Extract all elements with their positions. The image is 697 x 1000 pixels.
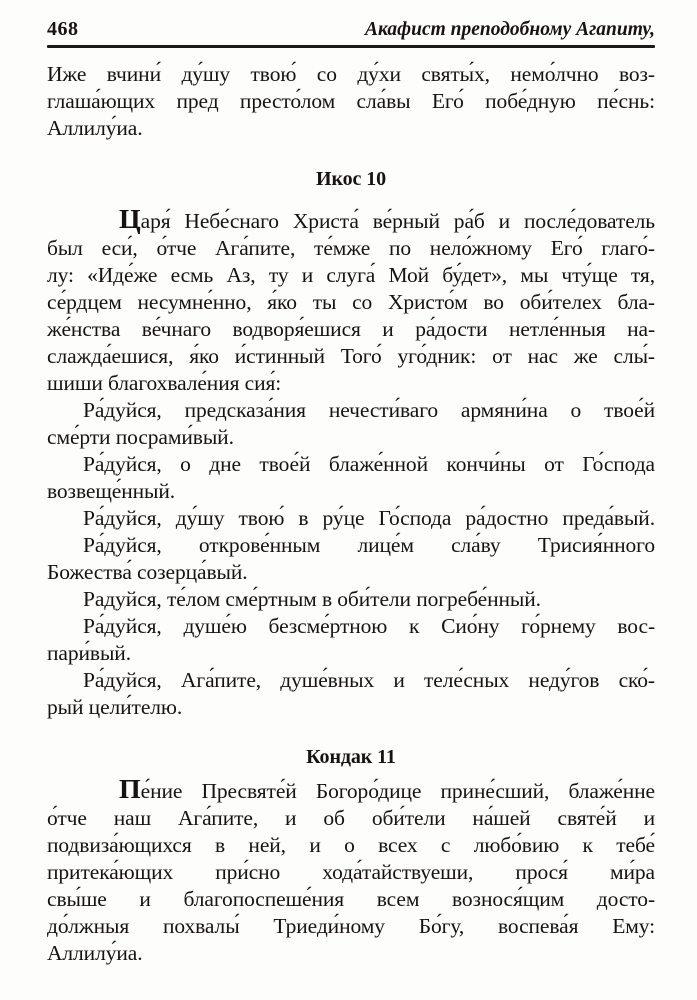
text-line: пари́вый.: [47, 641, 131, 665]
text-line: свы́ше и благопоспеше́ния всем вознося́щим досто-: [47, 887, 655, 911]
text-line: Ра́дуйся, о дне твое́й блаже́нной кончи́ны от Го́спода: [83, 452, 655, 476]
text-line: возвеще́нный.: [47, 479, 176, 503]
salutation-paragraph: [47, 586, 655, 613]
text-line: же́нства ве́чнаго водворя́ешися и ра́дости нетле́нныя на-: [47, 317, 655, 341]
text-line: [47, 204, 655, 235]
text-line: подвиза́ющихся в ней, и о всех с любо́вию к тебе́: [47, 833, 655, 857]
text-line: Аллилу́иа.: [47, 116, 143, 140]
salutation-paragraph: [47, 505, 655, 532]
text-line: глаша́ющих пред престо́лом сла́вы Его́ побе́дную пе́снь:: [47, 89, 655, 113]
text-line: Божества́ созерца́вый.: [47, 560, 248, 584]
section-heading-ikos-10: Икос 10: [316, 168, 386, 190]
salutation-paragraph: [47, 532, 655, 586]
text-line: Радуйся, те́лом сме́ртным в оби́тели погребе́нный.: [83, 587, 541, 611]
paragraph-continuation: [47, 61, 655, 142]
text-line: Аллилу́иа.: [47, 941, 143, 965]
salutation-paragraph: [47, 397, 655, 451]
running-title: Акафист преподобному Агапиту,: [364, 19, 655, 40]
header-rule: [47, 45, 655, 48]
paragraph-ikos-10: [47, 204, 655, 397]
text-line: лу: «Иде́же есмь Аз, ту и слуга́ Мой бу́дет», мы чту́ще тя,: [47, 263, 655, 287]
salutation-paragraph: [47, 667, 655, 721]
text-line: Ра́дуйся, душе́ю безсме́ртною к Сио́ну го́рнему вос-: [83, 614, 655, 638]
text-line: до́лжныя похвалы́ Триеди́ному Бо́гу, воспева́я Ему:: [47, 914, 655, 938]
salutation-paragraph: [47, 451, 655, 505]
text-line: Ра́дуйся, ду́шу твою́ в ру́це Го́спода ра́достно преда́вый.: [83, 506, 655, 530]
text-line-rest: аря́ Небе́снаго Христа́ ве́рный ра́б и после́дователь: [140, 209, 655, 233]
text-line: слажда́ешися, я́ко и́стинный Того́ уго́дник: от нас же слы́-: [47, 344, 655, 368]
text-line: се́рдцем несумне́нно, я́ко ты со Христо́м во оби́телех бла-: [47, 290, 655, 314]
drop-initial: П: [119, 774, 141, 805]
text-line: о́тче наш Ага́пите, и об оби́тели на́шей святе́й и: [47, 806, 655, 830]
text-line: Иже вчини́ ду́шу твою́ со ду́хи святы́х, немо́лчно воз-: [47, 62, 655, 86]
text-line: сме́рти посрами́вый.: [47, 425, 234, 449]
text-line: рый цели́телю.: [47, 695, 183, 719]
text-line: шиши благохвале́ния сия́:: [47, 371, 282, 395]
text-line: был еси́, о́тче Ага́пите, те́мже по нело́жному Его́ глаго́-: [47, 236, 655, 260]
text-line: Ра́дуйся, Ага́пите, душе́вных и теле́сных неду́гов ско́-: [83, 668, 655, 692]
section-heading-kondak-11: Кондак 11: [306, 746, 396, 768]
text-line: притека́ющих при́сно хода́тайствуеши, прося́ ми́ра: [47, 860, 655, 884]
page-number: 468: [47, 18, 79, 40]
text-line-rest: е́ние Пресвяте́й Богоро́дице прине́сший, блаже́нне: [140, 779, 655, 803]
text-line: Ра́дуйся, предсказа́ния нечести́ваго армяни́на о твое́й: [83, 398, 655, 422]
drop-initial: Ц: [119, 204, 141, 235]
paragraph-kondak-11: [47, 774, 655, 967]
text-line: [47, 774, 655, 805]
page-body: [47, 61, 655, 967]
page-header: [47, 0, 655, 41]
text-line: Ра́дуйся, открове́нным лице́м сла́ву Трисия́нного: [83, 533, 655, 557]
salutation-paragraph: [47, 613, 655, 667]
